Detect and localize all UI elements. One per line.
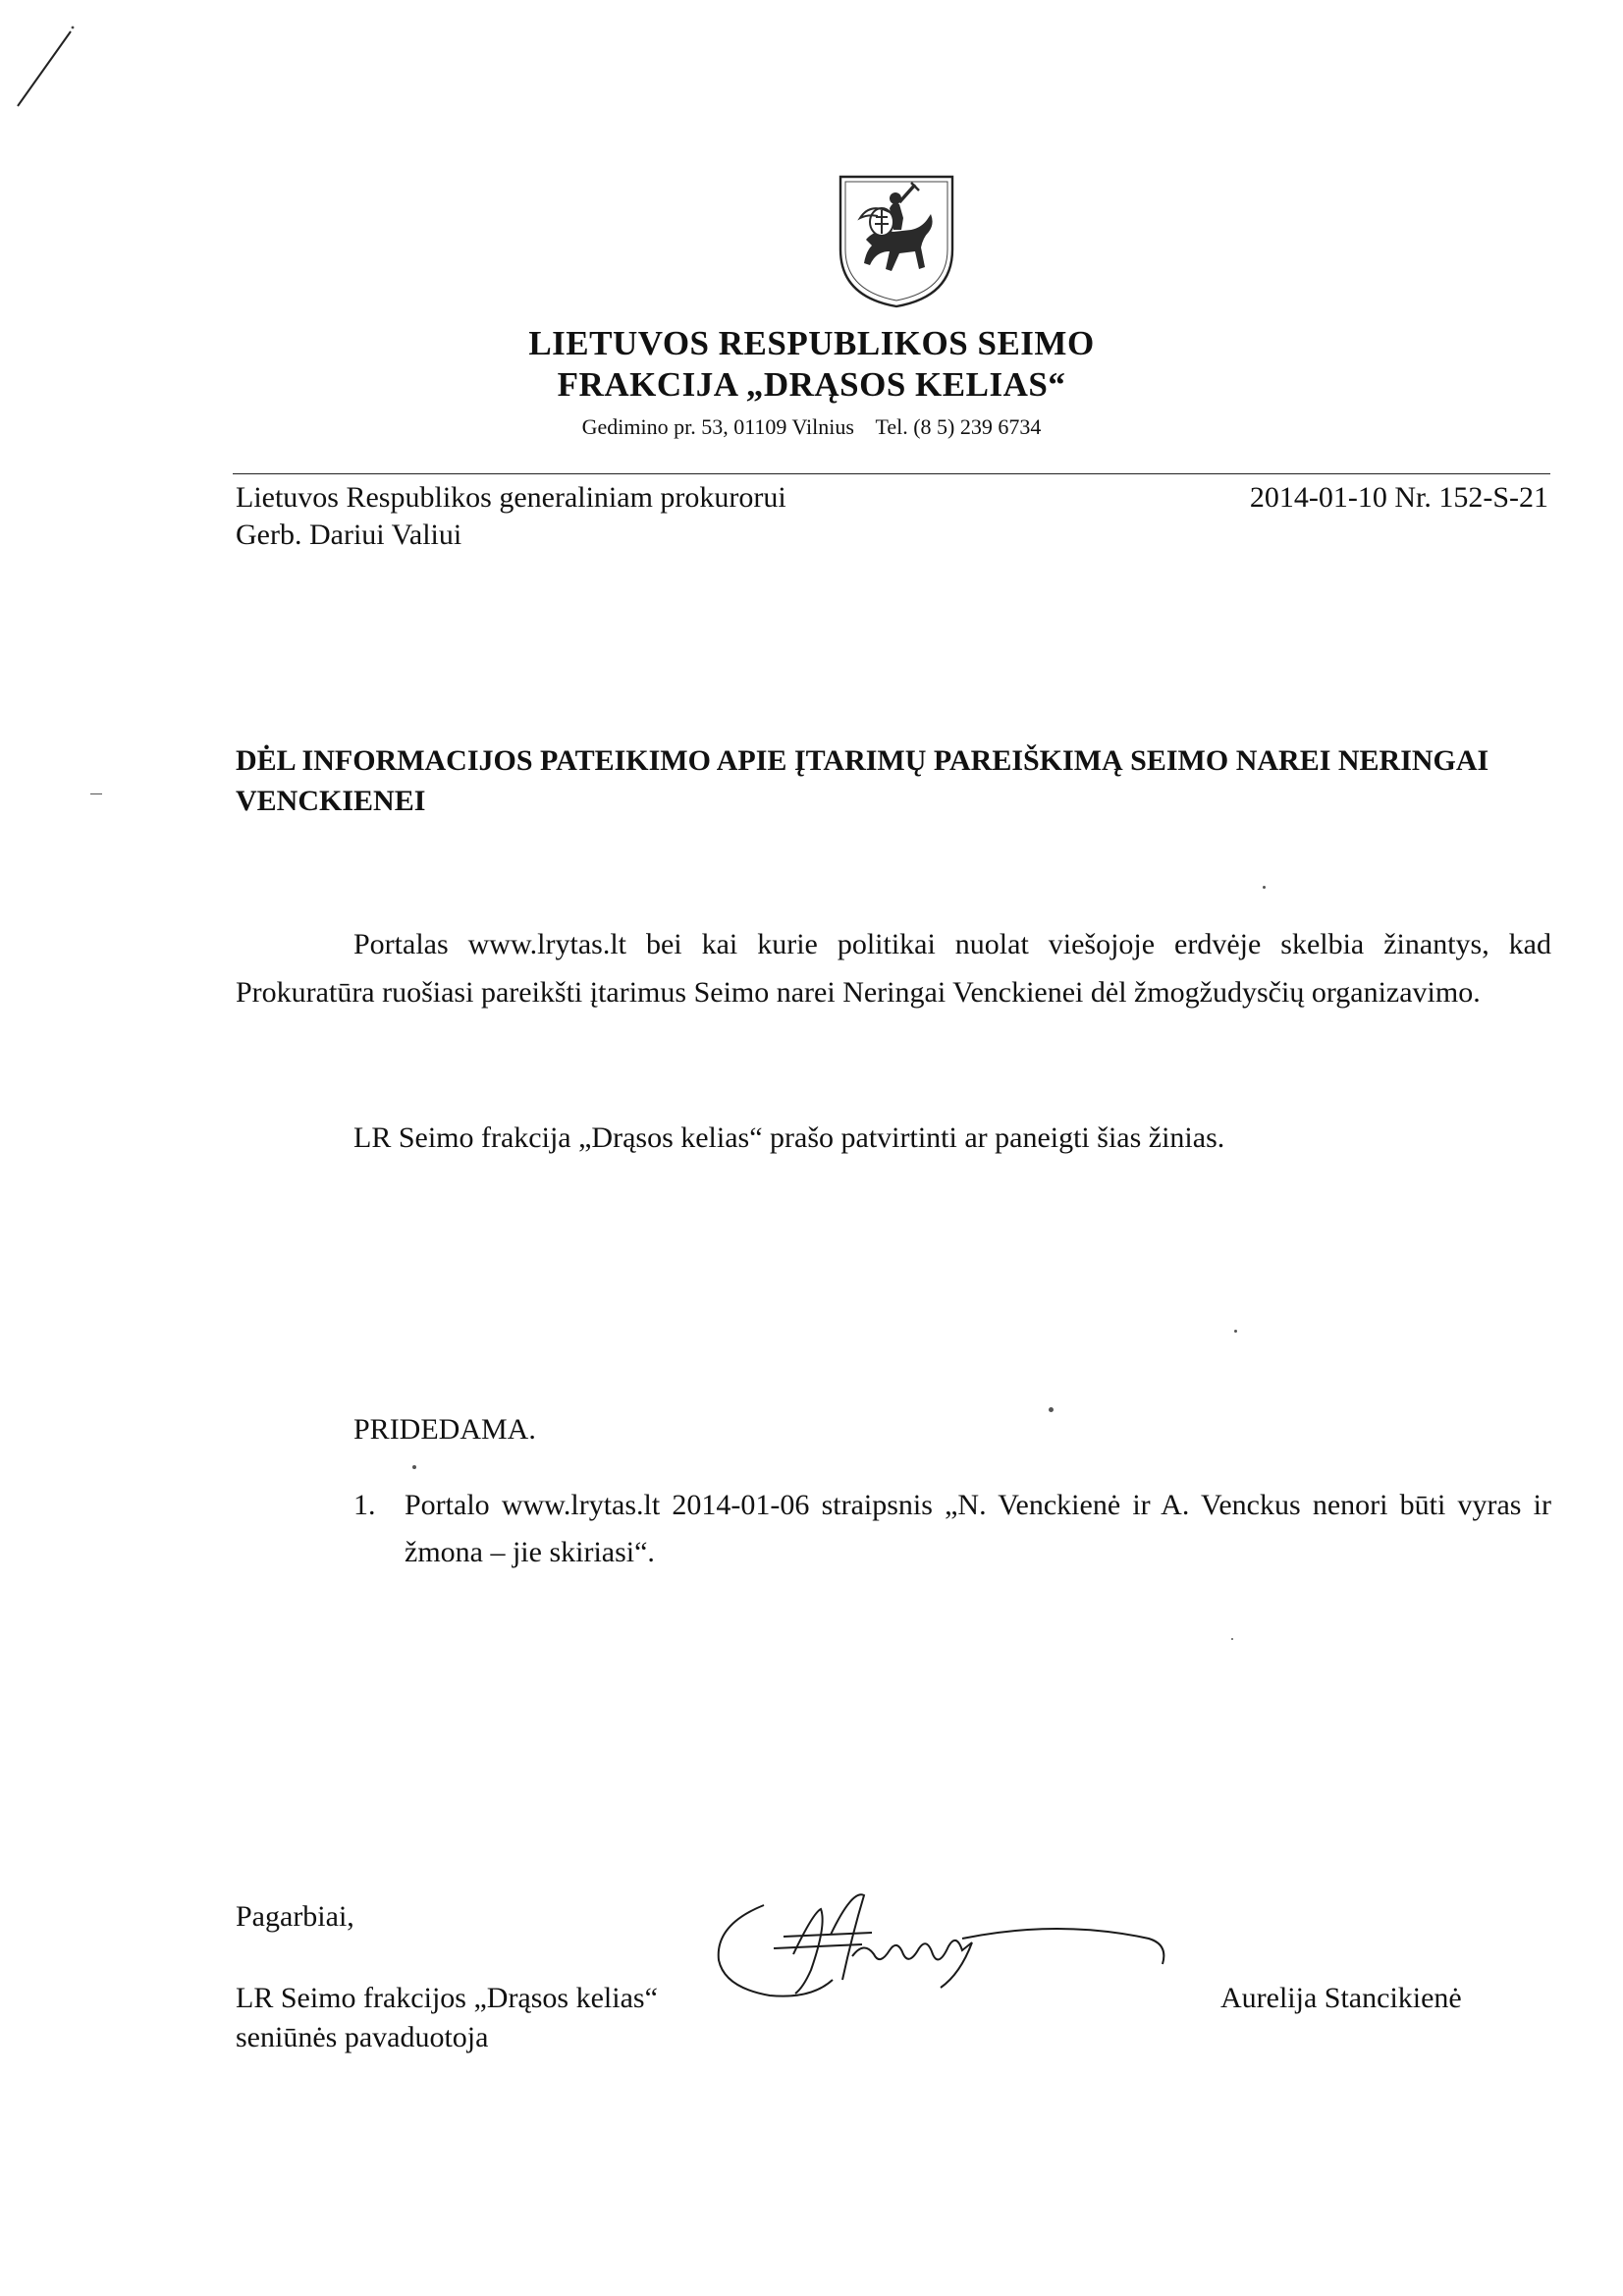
letter-subject: DĖL INFORMACIJOS PATEIKIMO APIE ĮTARIMŲ PAREIŠKIMĄ SEIMO NAREI NERINGAI VENCKIENEI	[236, 744, 1489, 817]
attachment-item	[353, 1482, 1551, 1576]
org-address: Gedimino pr. 53, 01109 Vilnius	[581, 414, 854, 439]
body-paragraph-2: LR Seimo frakcija „Drąsos kelias“ prašo patvirtinti ar paneigti šias žinias.	[353, 1121, 1225, 1154]
org-name-line1: LIETUVOS RESPUBLIKOS SEIMO	[528, 324, 1095, 362]
pen-mark	[8, 20, 77, 118]
signer-role-line1: LR Seimo frakcijos „Drąsos kelias“	[236, 1982, 658, 2014]
org-phone: Tel. (8 5) 239 6734	[875, 414, 1042, 439]
vytis-coat-of-arms-icon	[837, 173, 956, 310]
scan-speck	[1049, 1407, 1054, 1412]
scan-speck	[412, 1465, 416, 1469]
org-name-line2: FRAKCIJA „DRĄSOS KELIAS“	[557, 365, 1066, 404]
document-reference: 2014-01-10 Nr. 152-S-21	[1249, 481, 1548, 514]
scan-speck	[1263, 886, 1266, 889]
attachments-heading: PRIDEDAMA.	[353, 1413, 536, 1446]
header-divider	[233, 473, 1550, 474]
signer-role-line2: seniūnės pavaduotoja	[236, 2021, 489, 2053]
signer-name: Aurelija Stancikienė	[1220, 1982, 1462, 2014]
org-contacts	[0, 414, 1623, 440]
closing-salutation: Pagarbiai,	[236, 1900, 354, 1933]
scan-speck	[1231, 1638, 1233, 1640]
recipient-line2: Gerb. Dariui Valiui	[236, 519, 462, 551]
body-paragraph-1: Portalas www.lrytas.lt bei kai kurie politikai nuolat viešojoje erdvėje skelbia žinantys, kad Prokuratūra ruošiasi pareikšti įtarimus Seimo narei Neringai Venckienei dėl žmogžudysčių organizavimo.	[236, 928, 1551, 1009]
attachment-text: Portalo www.lrytas.lt 2014-01-06 straipsnis „N. Venckienė ir A. Venckus nenori būti vyras ir žmona – jie skiriasi“.	[405, 1489, 1551, 1568]
handwritten-signature	[705, 1886, 1176, 2013]
attachment-number: 1.	[353, 1489, 376, 1521]
scan-speck	[1234, 1330, 1237, 1333]
recipient-line1: Lietuvos Respublikos generaliniam prokurorui	[236, 481, 786, 514]
scan-speck	[90, 793, 102, 794]
